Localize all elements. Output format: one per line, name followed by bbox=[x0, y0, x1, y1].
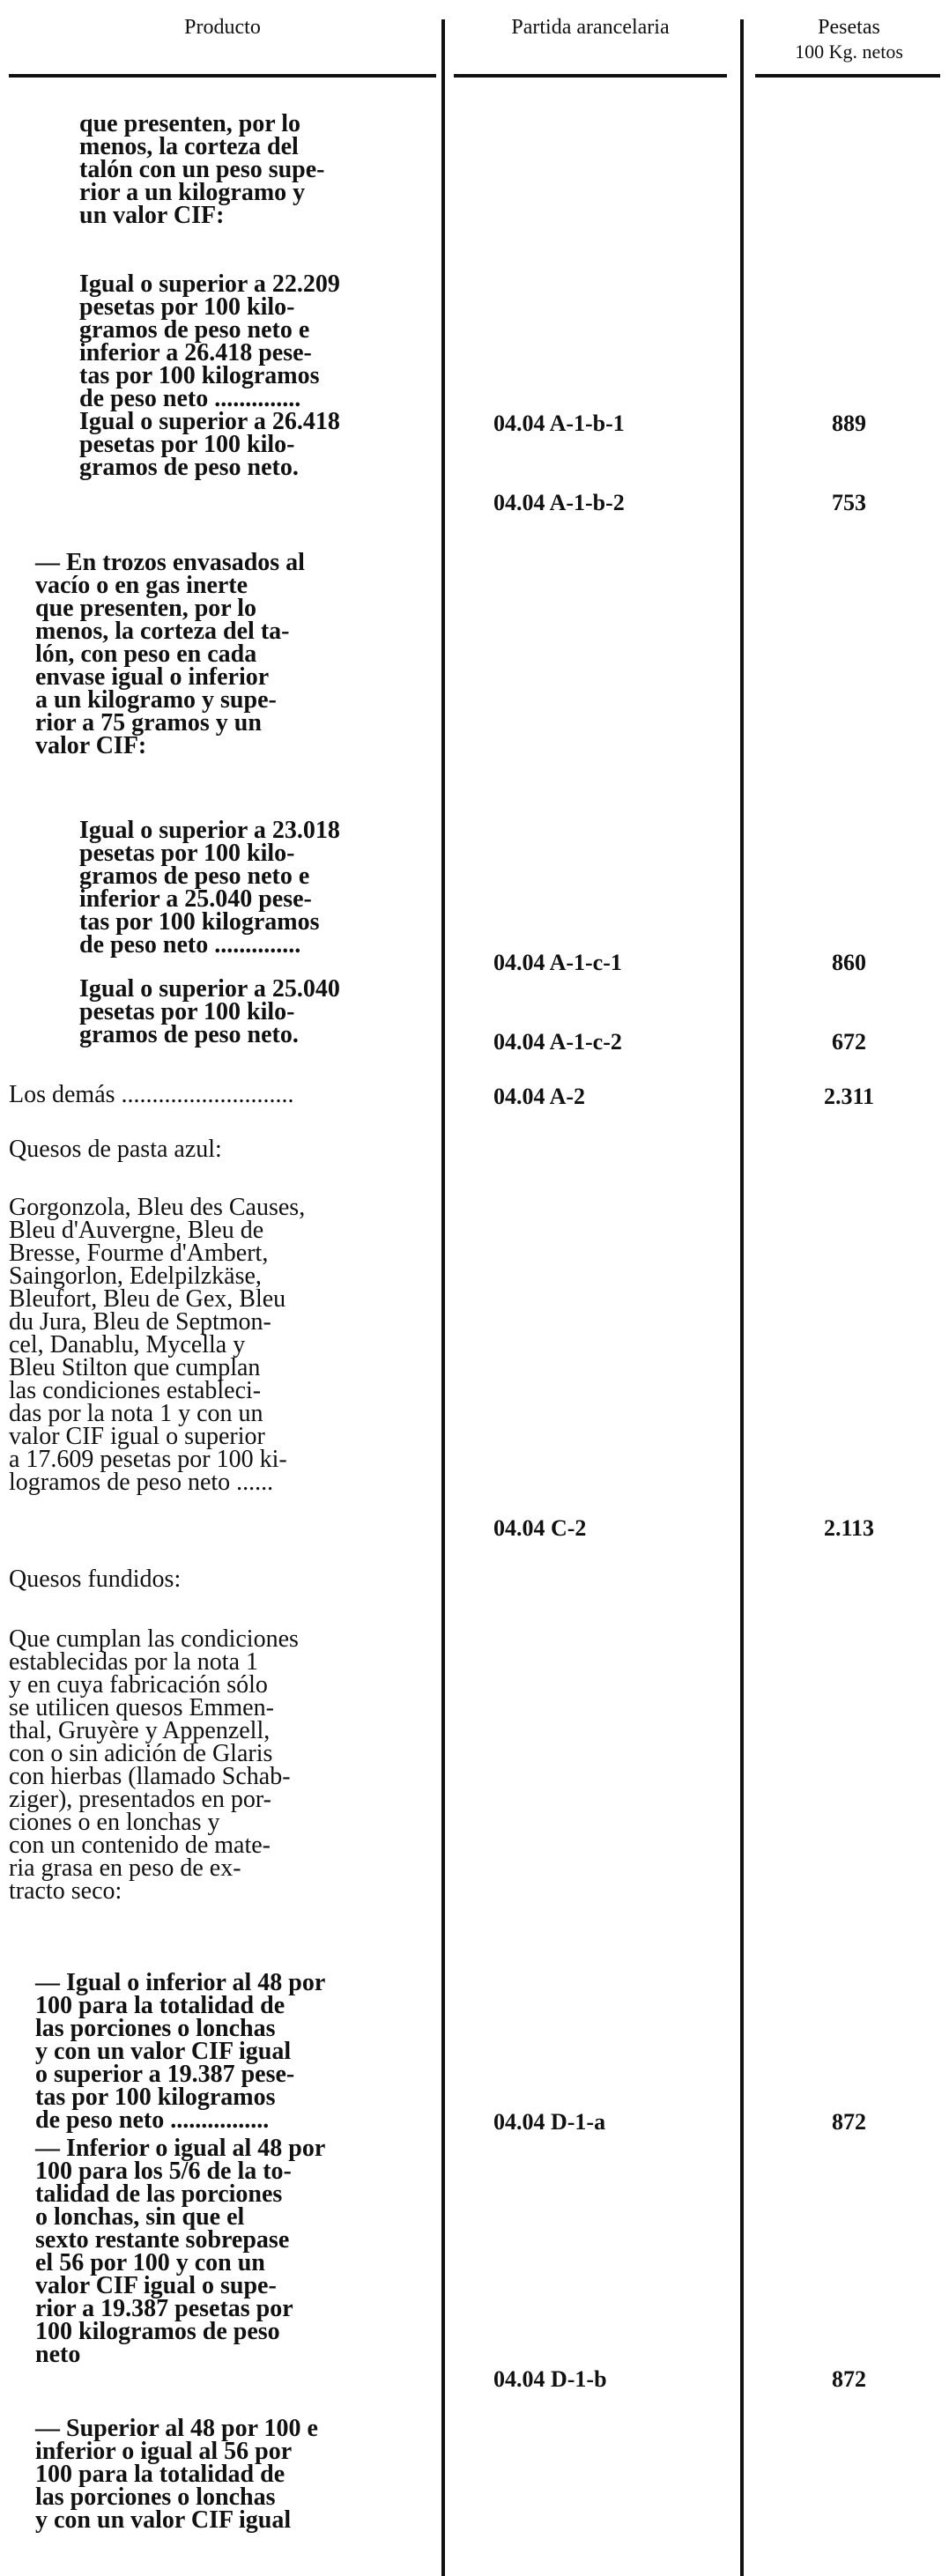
column-divider-2 bbox=[740, 19, 744, 2576]
tariff-value: 2.311 bbox=[823, 1084, 875, 1109]
tariff-value: 753 bbox=[832, 490, 866, 515]
text-block-d1c: — Superior al 48 por 100 e inferior o igual al 56 por 100 para la totalidad de las porciones o lonchas y con un valor CIF igual bbox=[35, 2415, 318, 2534]
tariff-value: 872 bbox=[832, 2366, 866, 2392]
text-block-fundidos: Que cumplan las condiciones establecidas por la nota 1 y en cuya fabricación sólo se utilicen quesos Emmen- thal, Gruyère y Appenzell, con o sin adición de Glaris con hierbas (llamado Schab- ziger), presentados en por- ciones o en lonchas y con un contenido de mate- ria grasa en peso de ex- tracto seco: bbox=[9, 1625, 299, 1905]
text-block-fundidos-heading: Quesos fundidos: bbox=[9, 1566, 182, 1593]
text-block-pasta-azul-heading: Quesos de pasta azul: bbox=[9, 1136, 222, 1163]
text-block-a1b1: Igual o superior a 22.209 pesetas por 100 kilo- gramos de peso neto e inferior a 26.418 pese- tas por 100 kilogramos de peso neto .............. bbox=[79, 270, 340, 412]
column-divider-1 bbox=[441, 19, 445, 2576]
text-block-trozos: — En trozos envasados al vacío o en gas inerte que presenten, por lo menos, la corteza del ta- lón, con peso en cada envase igual o inferior a un kilogramo y supe- rior a 75 gramos y un valor CIF: bbox=[35, 549, 305, 759]
tariff-value: 672 bbox=[832, 1029, 866, 1055]
tariff-code: 04.04 D-1-b bbox=[493, 2366, 607, 2392]
tariff-code: 04.04 A-1-c-1 bbox=[493, 950, 622, 975]
text-block-a1c1: Igual o superior a 23.018 pesetas por 100 kilo- gramos de peso neto e inferior a 25.040 pese- tas por 100 kilogramos de peso neto .............. bbox=[79, 817, 340, 959]
text-block-d1b: — Inferior o igual al 48 por 100 para los 5/6 de la to- talidad de las porciones o lonchas, sin que el sexto restante sobrepase el 56 por 100 y con un valor CIF igual o supe- rior a 19.387 pesetas por 100 kilogramos de peso neto bbox=[35, 2135, 326, 2368]
header-rule-pesetas bbox=[755, 74, 940, 78]
text-block-pasta-azul: Gorgonzola, Bleu des Causes, Bleu d'Auvergne, Bleu de Bresse, Fourme d'Ambert, Saingorlon, Edelpilzkäse, Bleufort, Bleu de Gex, Bleu du Jura, Bleu de Septmon- cel, Danablu, Mycella y Bleu Stilton que cumplan las condiciones estableci- das por la nota 1 y con un valor CIF igual o superior a 17.609 pesetas por 100 ki- logramos de peso neto ...... bbox=[9, 1194, 306, 1496]
tariff-code: 04.04 D-1-a bbox=[493, 2109, 606, 2135]
tariff-code: 04.04 A-2 bbox=[493, 1084, 585, 1109]
text-block-a1b2: Igual o superior a 26.418 pesetas por 100 kilo- gramos de peso neto. bbox=[79, 408, 340, 481]
tariff-value: 872 bbox=[832, 2109, 866, 2135]
tariff-code: 04.04 A-1-b-1 bbox=[493, 411, 625, 436]
text-block-a1c2: Igual o superior a 25.040 pesetas por 100 kilo- gramos de peso neto. bbox=[79, 975, 340, 1048]
text-block-intro: que presenten, por lo menos, la corteza del talón con un peso supe- rior a un kilogramo y un valor CIF: bbox=[79, 110, 325, 229]
header-rule-producto bbox=[9, 74, 436, 78]
tariff-value: 889 bbox=[832, 411, 866, 436]
tariff-code: 04.04 A-1-c-2 bbox=[493, 1029, 622, 1055]
header-producto: Producto bbox=[184, 16, 261, 39]
tariff-value: 2.113 bbox=[823, 1515, 875, 1541]
header-pesetas: Pesetas bbox=[818, 16, 880, 39]
tariff-value: 860 bbox=[832, 950, 866, 975]
header-partida: Partida arancelaria bbox=[511, 16, 670, 39]
text-block-d1a: — Igual o inferior al 48 por 100 para la totalidad de las porciones o lonchas y con un valor CIF igual o superior a 19.387 pese- tas por 100 kilogramos de peso neto ................ bbox=[35, 1969, 326, 2134]
header-unidad: 100 Kg. netos bbox=[795, 41, 903, 63]
text-block-los-demas: Los demás ............................ bbox=[9, 1081, 294, 1108]
tariff-code: 04.04 C-2 bbox=[493, 1515, 587, 1541]
header-rule-partida bbox=[454, 74, 727, 78]
tariff-code: 04.04 A-1-b-2 bbox=[493, 490, 625, 515]
